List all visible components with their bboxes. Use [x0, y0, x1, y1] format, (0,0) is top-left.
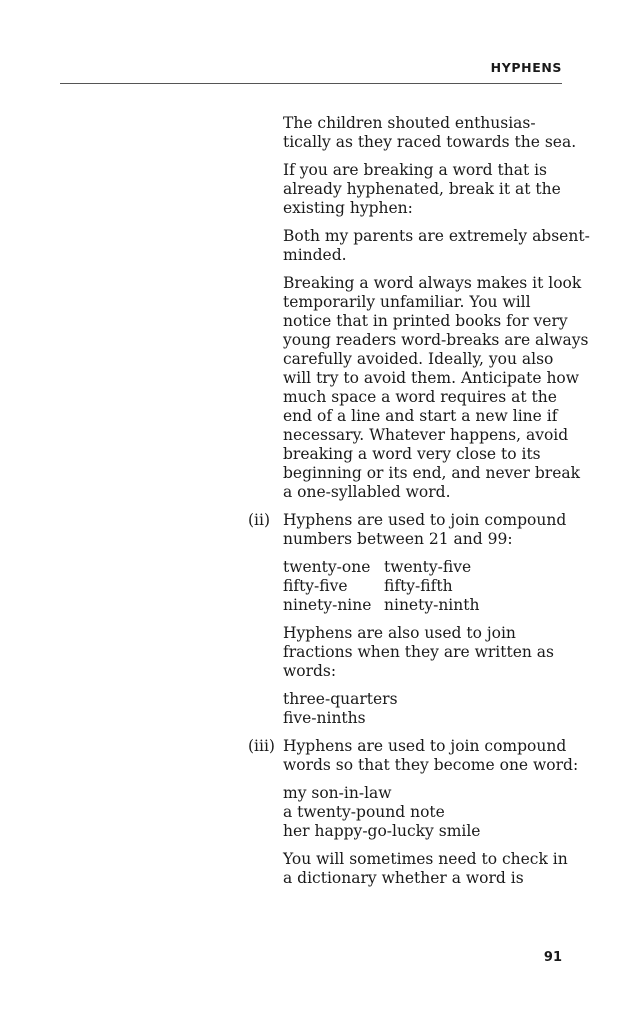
text-line: The children shouted enthusias-: [283, 114, 536, 132]
text-line: will try to avoid them. Anticipate how: [283, 369, 580, 387]
section-iii: [248, 737, 579, 888]
section-ii-fractions: [283, 624, 573, 681]
example-word: ninety-ninth: [384, 596, 480, 614]
header-rule: [60, 83, 562, 84]
example-word: fifty-fifth: [384, 577, 453, 595]
page-body: [248, 114, 590, 897]
example-word: ninety-nine: [283, 596, 372, 614]
fraction-examples: [283, 690, 573, 728]
text-line: Hyphens are also used to join: [283, 624, 516, 642]
section-iii-marker: (iii): [248, 737, 275, 755]
example-phrase: my son-in-law: [283, 784, 392, 802]
text-line: notice that in printed books for very: [283, 312, 568, 330]
text-line: temporarily unfamiliar. You will: [283, 293, 531, 311]
text-line: a dictionary whether a word is: [283, 869, 524, 887]
running-head-title: HYPHENS: [490, 60, 562, 75]
example-sentence-absent-minded: [283, 227, 590, 265]
text-line: numbers between 21 and 99:: [283, 530, 513, 548]
section-ii-marker: (ii): [248, 511, 271, 529]
compound-word-examples: [283, 784, 573, 841]
section-ii: [248, 511, 573, 728]
example-sentence-enthusiastically: [283, 114, 577, 152]
text-line: If you are breaking a word that is: [283, 161, 548, 179]
page-number: 91: [543, 950, 562, 965]
example-word: five-ninths: [283, 709, 366, 727]
text-line: minded.: [283, 246, 347, 264]
text-line: end of a line and start a new line if: [283, 407, 558, 425]
example-word: fifty-five: [283, 577, 348, 595]
text-line: existing hyphen:: [283, 199, 413, 217]
compound-number-examples: [283, 558, 573, 615]
section-ii-intro: [283, 511, 573, 549]
text-line: fractions when they are written as: [283, 643, 554, 661]
text-line: breaking a word very close to its: [283, 445, 541, 463]
text-line: beginning or its end, and never break: [283, 464, 581, 482]
text-line: Hyphens are used to join compound: [283, 737, 567, 755]
text-line: necessary. Whatever happens, avoid: [283, 426, 569, 444]
text-line: Both my parents are extremely absent-: [283, 227, 590, 245]
example-word: twenty-one: [283, 558, 371, 576]
section-iii-closing: [283, 850, 573, 888]
text-line: much space a word requires at the: [283, 388, 557, 406]
text-line: a one-syllabled word.: [283, 483, 451, 501]
text-line: words so that they become one word:: [283, 756, 579, 774]
text-line: tically as they raced towards the sea.: [283, 133, 577, 151]
section-iii-intro: [283, 737, 579, 775]
paragraph-word-breaks: [283, 274, 589, 502]
text-line: already hyphenated, break it at the: [283, 180, 561, 198]
text-line: carefully avoided. Ideally, you also: [283, 350, 554, 368]
example-word: twenty-five: [384, 558, 472, 576]
text-line: Breaking a word always makes it look: [283, 274, 582, 292]
text-line: words:: [283, 662, 337, 680]
example-phrase: her happy-go-lucky smile: [283, 822, 481, 840]
paragraph-hyphenated-words: [283, 161, 573, 218]
example-word: three-quarters: [283, 690, 398, 708]
text-line: Hyphens are used to join compound: [283, 511, 567, 529]
text-line: You will sometimes need to check in: [283, 850, 568, 868]
text-line: young readers word-breaks are always: [283, 331, 589, 349]
example-phrase: a twenty-pound note: [283, 803, 445, 821]
